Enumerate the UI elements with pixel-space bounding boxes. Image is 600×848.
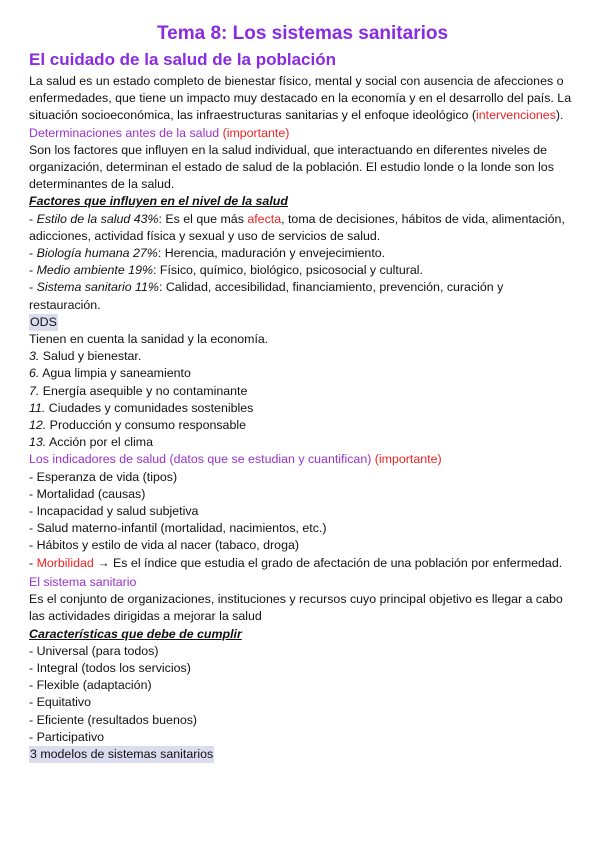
- caracteristica-item: - Equitativo: [29, 695, 91, 710]
- caracteristica-item: - Eficiente (resultados buenos): [29, 712, 198, 727]
- caracteristicas-list: [29, 643, 574, 746]
- ods-label-line: [29, 314, 574, 331]
- intervenciones-highlight: intervenciones: [476, 108, 556, 123]
- ods-item: 7. Energía asequible y no contaminante: [29, 383, 248, 398]
- morbilidad-item: - Morbilidad → Es el índice que estudia el grado de afectación de una población por enfermedad.: [29, 555, 563, 570]
- ods-item: 11. Ciudades y comunidades sostenibles: [29, 400, 254, 415]
- caracteristicas-heading: Características que debe de cumplir: [29, 626, 242, 641]
- ods-text: Tienen en cuenta la sanidad y la economía.: [29, 332, 269, 347]
- sistema-heading: El sistema sanitario: [29, 574, 137, 589]
- ods-item: 6. Agua limpia y saneamiento: [29, 366, 191, 381]
- section-subtitle: El cuidado de la salud de la población: [29, 50, 337, 69]
- ods-item: 12. Producción y consumo responsable: [29, 418, 246, 433]
- factor-item: - Sistema sanitario 11%: Calidad, accesibilidad, financiamiento, prevención, curación y restauración.: [29, 280, 504, 312]
- ods-list: [29, 348, 574, 451]
- indicadores-list: [29, 469, 574, 572]
- determinaciones-text: Son los factores que influyen en la salud individual, que interactuando en diferentes niveles de organización, determinan el estado de salud de la población. El estudio londe o la londe son los determinantes de la salud.: [29, 142, 554, 192]
- indicador-item: - Incapacidad y salud subjetiva: [29, 504, 199, 519]
- factor-item: - Medio ambiente 19%: Físico, químico, biológico, psicosocial y cultural.: [29, 263, 423, 278]
- caracteristica-item: - Universal (para todos): [29, 643, 159, 658]
- indicador-item: - Esperanza de vida (tipos): [29, 469, 178, 484]
- sistema-text: Es el conjunto de organizaciones, instituciones y recursos cuyo principal objetivo es llegar a cabo las actividades dirigidas a mejorar la salud: [29, 592, 563, 624]
- ods-item: 13. Acción por el clima: [29, 435, 153, 450]
- ods-label: ODS: [29, 314, 58, 331]
- document-page: [29, 22, 574, 763]
- modelos-label: 3 modelos de sistemas sanitarios: [29, 746, 214, 763]
- indicador-item: - Mortalidad (causas): [29, 486, 146, 501]
- determinaciones-heading: Determinaciones antes de la salud (importante): [29, 125, 290, 140]
- factores-heading: Factores que influyen en el nivel de la salud: [29, 194, 288, 209]
- indicador-item: - Salud materno-infantil (mortalidad, nacimientos, etc.): [29, 521, 327, 536]
- modelos-line: [29, 746, 574, 763]
- indicador-item: - Hábitos y estilo de vida al nacer (tabaco, droga): [29, 538, 299, 553]
- caracteristica-item: - Flexible (adaptación): [29, 678, 152, 693]
- indicadores-heading: Los indicadores de salud (datos que se estudian y cuantifican) (importante): [29, 452, 442, 467]
- factor-item: - Estilo de la salud 43%: Es el que más afecta, toma de decisiones, hábitos de vida, alimentación, adicciones, actividad física y sexual y uso de servicios de salud.: [29, 211, 565, 243]
- factores-list: [29, 211, 574, 314]
- factor-item: - Biología humana 27%: Herencia, maduración y envejecimiento.: [29, 246, 386, 261]
- intro-paragraph: La salud es un estado completo de bienestar físico, mental y social con ausencia de afecciones o enfermedades, que tiene un impacto muy destacado en la economía y en el desarrollo del país. La situación socioeconómica, las infraestructuras sanitarias y el enfoque ideológico (intervenciones).: [29, 74, 572, 123]
- ods-item: 3. Salud y bienestar.: [29, 349, 142, 364]
- caracteristica-item: - Participativo: [29, 729, 105, 744]
- caracteristica-item: - Integral (todos los servicios): [29, 660, 191, 675]
- page-title: Tema 8: Los sistemas sanitarios: [156, 23, 449, 44]
